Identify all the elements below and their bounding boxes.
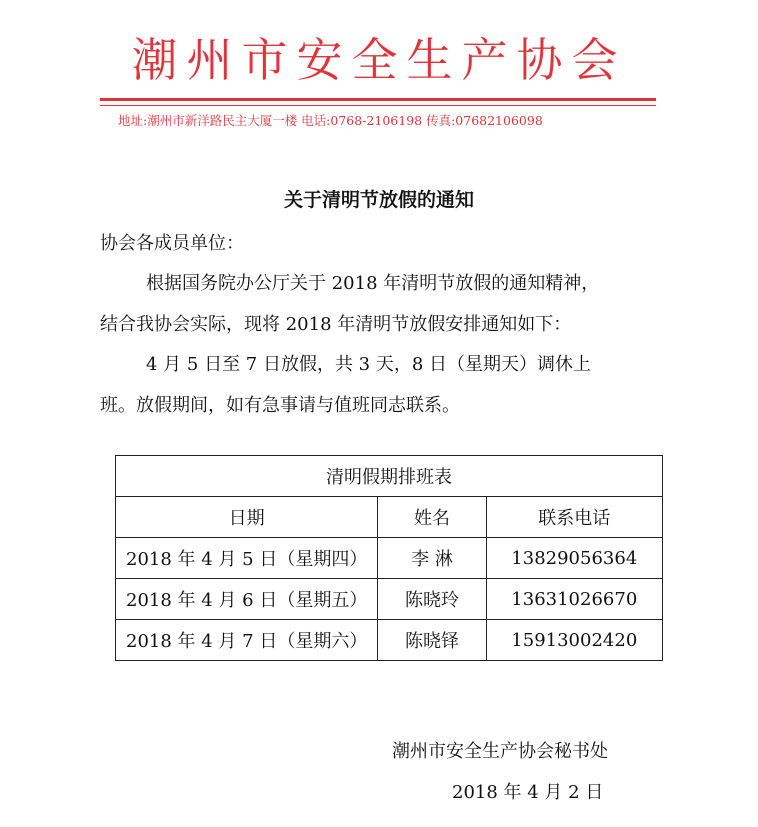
table-row: [116, 579, 663, 620]
salutation: 协会各成员单位：: [100, 233, 244, 254]
header-rule-thick: [100, 98, 656, 101]
table-caption: 清明假期排班表: [116, 456, 663, 497]
issuer-signature: 潮州市安全生产协会秘书处: [392, 741, 608, 762]
organization-name: 潮州市安全生产协会: [131, 33, 627, 87]
table-row: [116, 538, 663, 579]
cell-date: 2018 年 4 月 6 日（星期五）: [116, 579, 378, 620]
cell-name: 陈晓铎: [378, 620, 486, 661]
cell-name: 陈晓玲: [378, 579, 486, 620]
body-paragraph-2-line-1: 4 月 5 日至 7 日放假，共 3 天，8 日（星期天）调休上: [146, 354, 592, 375]
body-paragraph-1-line-1: 根据国务院办公厅关于 2018 年清明节放假的通知精神，: [146, 273, 600, 294]
table-header-row: [116, 497, 663, 538]
cell-phone: 13631026670: [486, 579, 662, 620]
cell-phone: 13829056364: [486, 538, 662, 579]
column-header-phone: 联系电话: [486, 497, 662, 538]
address-contact-line: 地址:潮州市新洋路民主大厦一楼 电话:0768-2106198 传真:07682106098: [118, 113, 543, 128]
body-paragraph-1-line-2: 结合我协会实际，现将 2018 年清明节放假安排通知如下：: [100, 314, 572, 335]
header-rule-thin: [100, 105, 656, 106]
body-paragraph-2-line-2: 班。放假期间，如有急事请与值班同志联系。: [100, 395, 460, 416]
cell-name: 李 淋: [378, 538, 486, 579]
table-row: [116, 620, 663, 661]
column-header-name: 姓名: [378, 497, 486, 538]
duty-schedule-table: [115, 455, 663, 661]
issue-date: 2018 年 4 月 2 日: [452, 782, 604, 803]
cell-phone: 15913002420: [486, 620, 662, 661]
table-caption-row: [116, 456, 663, 497]
cell-date: 2018 年 4 月 5 日（星期四）: [116, 538, 378, 579]
column-header-date: 日期: [116, 497, 378, 538]
cell-date: 2018 年 4 月 7 日（星期六）: [116, 620, 378, 661]
notice-title: 关于清明节放假的通知: [283, 189, 474, 211]
